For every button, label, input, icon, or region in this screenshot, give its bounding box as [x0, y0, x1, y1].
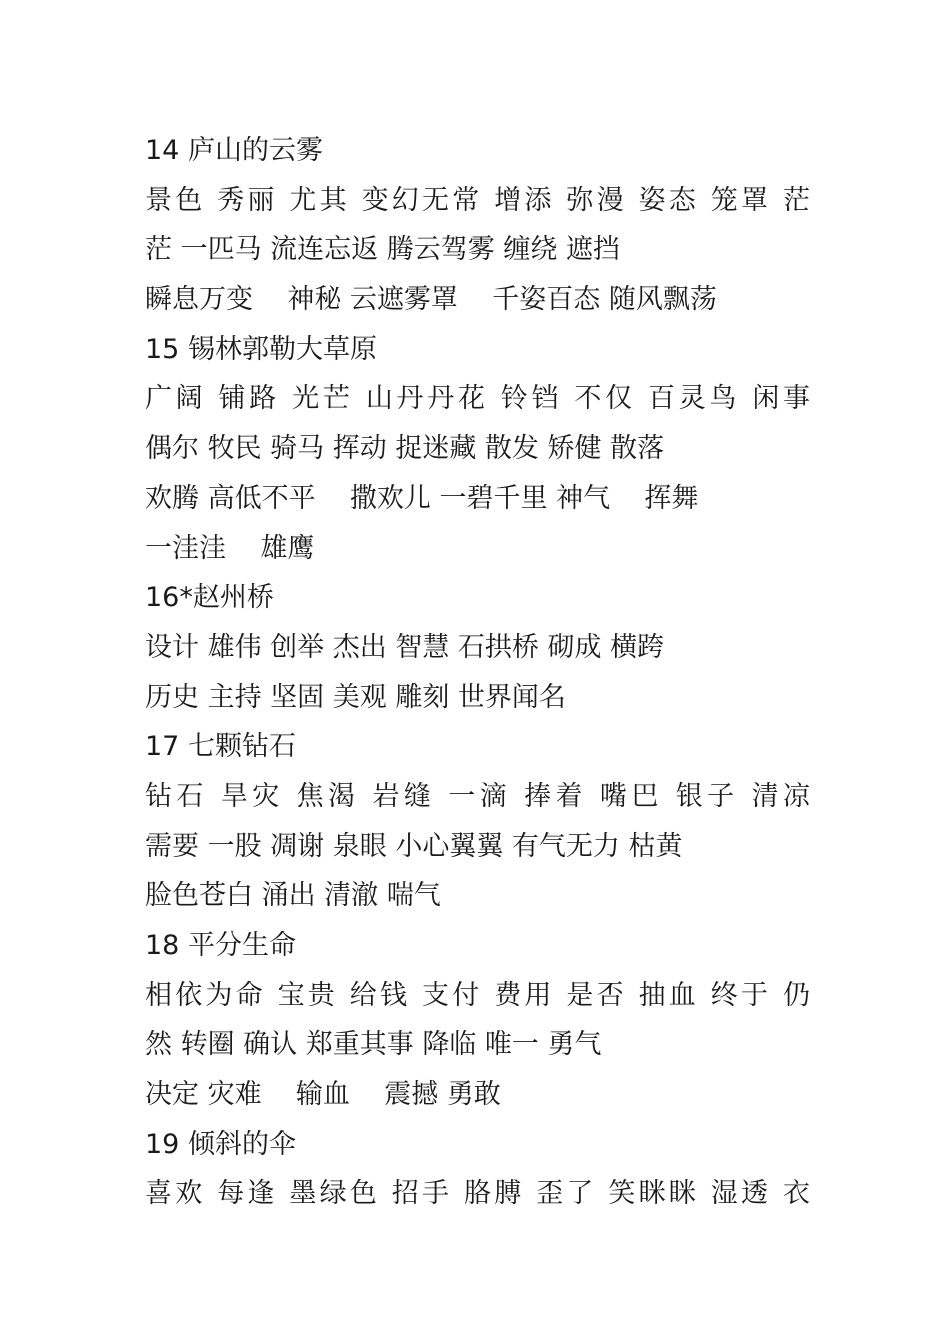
- word-line: 喜欢 每逢 墨绿色 招手 胳膊 歪了 笑眯眯 湿透 衣: [145, 1178, 810, 1210]
- word-line: 需要 一股 凋谢 泉眼 小心翼翼 有气无力 枯黄: [145, 830, 683, 862]
- word-line: 决定 灾难 输血 震撼 勇敢: [145, 1079, 501, 1111]
- word-line: 相依为命 宝贵 给钱 支付 费用 是否 抽血 终于 仍: [145, 979, 810, 1011]
- word-line: 茫 一匹马 流连忘返 腾云驾雾 缠绕 遮挡: [145, 234, 620, 266]
- section-heading: 16*赵州桥: [145, 582, 274, 614]
- section-heading: 17 七颗钻石: [145, 731, 296, 763]
- section-heading: 18 平分生命: [145, 930, 296, 961]
- word-line: 钻石 旱灾 焦渴 岩缝 一滴 捧着 嘴巴 银子 清凉: [145, 780, 810, 812]
- word-line: 一洼洼 雄鹰: [145, 532, 315, 564]
- word-line: 景色 秀丽 尤其 变幻无常 增添 弥漫 姿态 笼罩 茫: [145, 184, 810, 216]
- word-line: 广阔 铺路 光芒 山丹丹花 铃铛 不仅 百灵鸟 闲事: [145, 383, 810, 415]
- word-line: 欢腾 高低不平 撒欢儿 一碧千里 神气 挥舞: [145, 482, 699, 514]
- section-heading: 14 庐山的云雾: [145, 135, 323, 166]
- section-heading: 19 倾斜的伞: [145, 1128, 296, 1160]
- word-line: 设计 雄伟 创举 杰出 智慧 石拱桥 砌成 横跨: [145, 631, 665, 663]
- word-line: 脸色苍白 涌出 清澈 喘气: [145, 880, 441, 912]
- vocabulary-list: [145, 126, 810, 1219]
- word-line: 然 转圈 确认 郑重其事 降临 唯一 勇气: [145, 1029, 602, 1061]
- word-line: 历史 主持 坚固 美观 雕刻 世界闻名: [145, 681, 566, 713]
- word-line: 瞬息万变 神秘 云遮雾罩 千姿百态 随风飘荡: [145, 284, 717, 316]
- word-line: 偶尔 牧民 骑马 挥动 捉迷藏 散发 矫健 散落: [145, 433, 665, 465]
- section-heading: 15 锡林郭勒大草原: [145, 333, 377, 365]
